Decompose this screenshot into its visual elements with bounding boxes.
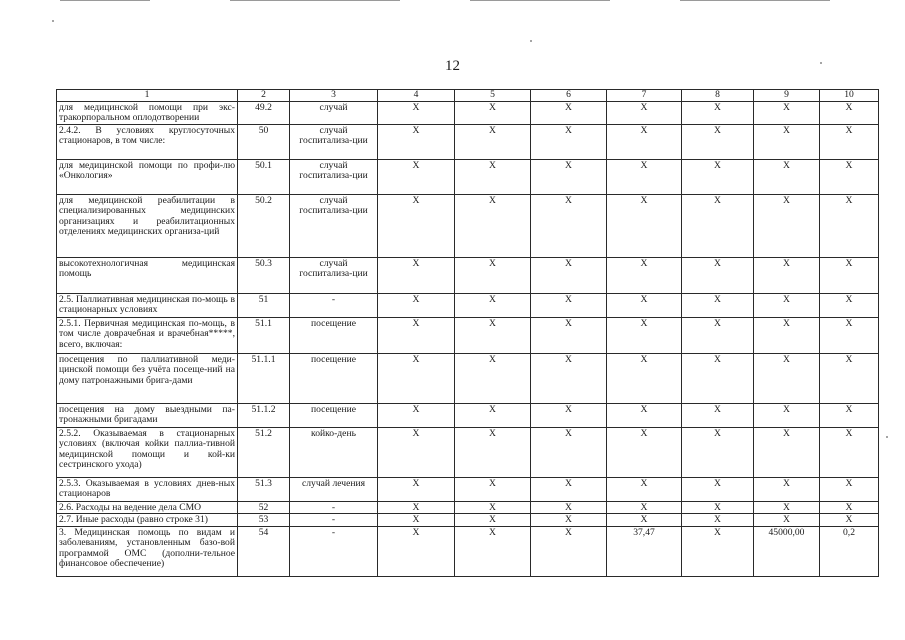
unit-cell: случай госпитализа-ции <box>290 159 378 194</box>
value-cell: X <box>682 514 754 527</box>
value-cell: X <box>607 403 682 427</box>
value-cell: X <box>455 317 531 353</box>
value-cell: X <box>378 526 455 576</box>
value-cell: X <box>754 194 820 257</box>
data-table <box>56 89 879 577</box>
table-row <box>57 101 879 124</box>
unit-cell: посещение <box>290 403 378 427</box>
value-cell: X <box>820 477 879 501</box>
value-cell: X <box>754 101 820 124</box>
value-cell: X <box>820 101 879 124</box>
row-name-cell: 2.5.3. Оказываемая в условиях днев-ных стационаров <box>57 477 238 501</box>
value-cell: X <box>754 427 820 477</box>
value-cell: 37,47 <box>607 526 682 576</box>
row-code-cell: 49.2 <box>238 101 290 124</box>
unit-cell: посещение <box>290 353 378 403</box>
row-name-cell: 2.6. Расходы на ведение дела СМО <box>57 501 238 514</box>
table-row <box>57 477 879 501</box>
value-cell: X <box>531 293 607 317</box>
value-cell: X <box>455 293 531 317</box>
value-cell: X <box>682 159 754 194</box>
row-code-cell: 53 <box>238 514 290 527</box>
value-cell: X <box>607 477 682 501</box>
value-cell: X <box>754 317 820 353</box>
value-cell: X <box>531 101 607 124</box>
unit-cell: случай госпитализа-ции <box>290 194 378 257</box>
value-cell: X <box>378 427 455 477</box>
value-cell: X <box>607 317 682 353</box>
value-cell: X <box>820 403 879 427</box>
value-cell: X <box>682 101 754 124</box>
value-cell: X <box>378 194 455 257</box>
column-number-cell: 3 <box>290 90 378 102</box>
table-row <box>57 526 879 576</box>
value-cell: X <box>754 403 820 427</box>
value-cell: X <box>455 353 531 403</box>
unit-cell: случай госпитализа-ции <box>290 257 378 293</box>
row-code-cell: 52 <box>238 501 290 514</box>
value-cell: X <box>820 501 879 514</box>
value-cell: X <box>820 317 879 353</box>
column-number-cell: 9 <box>754 90 820 102</box>
value-cell: X <box>607 293 682 317</box>
value-cell: X <box>531 403 607 427</box>
unit-cell: койко-день <box>290 427 378 477</box>
column-number-cell: 6 <box>531 90 607 102</box>
unit-cell: - <box>290 526 378 576</box>
row-code-cell: 51 <box>238 293 290 317</box>
value-cell: X <box>531 501 607 514</box>
row-name-cell: 2.5.1. Первичная медицинская по-мощь, в том числе доврачебная и врачебная*****, всего, включая: <box>57 317 238 353</box>
row-name-cell: для медицинской реабилитации в специализированных медицинских организациях и реабилитационных отделениях медицинских организа-ций <box>57 194 238 257</box>
row-code-cell: 51.1.1 <box>238 353 290 403</box>
value-cell: X <box>754 353 820 403</box>
value-cell: X <box>682 501 754 514</box>
value-cell: X <box>607 514 682 527</box>
column-number-cell: 5 <box>455 90 531 102</box>
row-name-cell: высокотехнологичная медицинская помощь <box>57 257 238 293</box>
value-cell: X <box>378 101 455 124</box>
value-cell: X <box>531 353 607 403</box>
value-cell: X <box>754 514 820 527</box>
column-number-cell: 1 <box>57 90 238 102</box>
value-cell: X <box>455 477 531 501</box>
value-cell: X <box>607 501 682 514</box>
value-cell: X <box>607 194 682 257</box>
value-cell: X <box>455 514 531 527</box>
value-cell: X <box>531 477 607 501</box>
value-cell: X <box>378 514 455 527</box>
value-cell: X <box>531 257 607 293</box>
value-cell: X <box>607 159 682 194</box>
column-number-cell: 4 <box>378 90 455 102</box>
row-name-cell: 2.5.2. Оказываемая в стационарных условиях (включая койки паллиа-тивной медицинской помощи и кой-ки сестринского ухода) <box>57 427 238 477</box>
value-cell: X <box>378 501 455 514</box>
unit-cell: - <box>290 501 378 514</box>
row-name-cell: 2.4.2. В условиях круглосуточных стационаров, в том числе: <box>57 124 238 159</box>
column-number-row <box>57 90 879 102</box>
value-cell: X <box>754 293 820 317</box>
unit-cell: случай лечения <box>290 477 378 501</box>
value-cell: X <box>682 317 754 353</box>
value-cell: X <box>378 477 455 501</box>
row-code-cell: 50.1 <box>238 159 290 194</box>
value-cell: X <box>820 427 879 477</box>
value-cell: X <box>455 501 531 514</box>
value-cell: X <box>820 257 879 293</box>
unit-cell: случай госпитализа-ции <box>290 124 378 159</box>
row-code-cell: 54 <box>238 526 290 576</box>
value-cell: X <box>682 403 754 427</box>
value-cell: X <box>820 124 879 159</box>
value-cell: X <box>455 159 531 194</box>
table-row <box>57 194 879 257</box>
row-code-cell: 51.3 <box>238 477 290 501</box>
value-cell: X <box>378 124 455 159</box>
value-cell: X <box>754 477 820 501</box>
value-cell: X <box>607 353 682 403</box>
value-cell: X <box>754 501 820 514</box>
value-cell: X <box>455 427 531 477</box>
value-cell: X <box>607 124 682 159</box>
value-cell: X <box>754 257 820 293</box>
column-number-cell: 7 <box>607 90 682 102</box>
unit-cell: - <box>290 293 378 317</box>
value-cell: X <box>682 257 754 293</box>
table-row <box>57 403 879 427</box>
value-cell: X <box>820 293 879 317</box>
value-cell: X <box>455 101 531 124</box>
value-cell: X <box>820 353 879 403</box>
row-name-cell: 3. Медицинская помощь по видам и заболеваниям, установленным базо-вой программой ОМС (дополни-тельное финансовое обеспечение) <box>57 526 238 576</box>
row-code-cell: 51.1.2 <box>238 403 290 427</box>
value-cell: X <box>378 257 455 293</box>
row-name-cell: для медицинской помощи по профи-лю «Онкология» <box>57 159 238 194</box>
row-name-cell: 2.7. Иные расходы (равно строке 31) <box>57 514 238 527</box>
row-name-cell: 2.5. Паллиативная медицинская по-мощь в стационарных условиях <box>57 293 238 317</box>
row-code-cell: 51.2 <box>238 427 290 477</box>
value-cell: X <box>531 514 607 527</box>
row-code-cell: 50.2 <box>238 194 290 257</box>
table-row <box>57 159 879 194</box>
row-code-cell: 50 <box>238 124 290 159</box>
row-name-cell: для медицинской помощи при экс-тракорпоральном оплодотворении <box>57 101 238 124</box>
value-cell: X <box>607 257 682 293</box>
value-cell: X <box>455 403 531 427</box>
value-cell: X <box>682 477 754 501</box>
value-cell: X <box>531 317 607 353</box>
table-row <box>57 427 879 477</box>
row-code-cell: 51.1 <box>238 317 290 353</box>
value-cell: X <box>682 353 754 403</box>
value-cell: X <box>378 159 455 194</box>
table-row <box>57 257 879 293</box>
value-cell: X <box>455 257 531 293</box>
column-number-cell: 10 <box>820 90 879 102</box>
row-name-cell: посещения по паллиативной меди-цинской помощи без учёта посеще-ний на дому патронажными брига-дами <box>57 353 238 403</box>
value-cell: X <box>682 526 754 576</box>
value-cell: X <box>531 526 607 576</box>
value-cell: X <box>455 526 531 576</box>
unit-cell: - <box>290 514 378 527</box>
value-cell: X <box>820 159 879 194</box>
value-cell: X <box>820 194 879 257</box>
value-cell: X <box>682 427 754 477</box>
table-row <box>57 514 879 527</box>
value-cell: X <box>531 159 607 194</box>
value-cell: X <box>607 427 682 477</box>
column-number-cell: 8 <box>682 90 754 102</box>
value-cell: X <box>455 124 531 159</box>
value-cell: X <box>378 317 455 353</box>
value-cell: X <box>607 101 682 124</box>
value-cell: X <box>378 403 455 427</box>
table-row <box>57 293 879 317</box>
column-number-cell: 2 <box>238 90 290 102</box>
value-cell: 45000,00 <box>754 526 820 576</box>
value-cell: X <box>455 194 531 257</box>
table-row <box>57 353 879 403</box>
value-cell: X <box>820 514 879 527</box>
value-cell: X <box>378 353 455 403</box>
value-cell: X <box>682 194 754 257</box>
row-name-cell: посещения на дому выездными па-тронажными бригадами <box>57 403 238 427</box>
value-cell: X <box>754 124 820 159</box>
value-cell: X <box>378 293 455 317</box>
value-cell: X <box>682 293 754 317</box>
row-code-cell: 50.3 <box>238 257 290 293</box>
unit-cell: случай <box>290 101 378 124</box>
value-cell: X <box>531 427 607 477</box>
unit-cell: посещение <box>290 317 378 353</box>
table-row <box>57 501 879 514</box>
value-cell: X <box>754 159 820 194</box>
value-cell: X <box>531 124 607 159</box>
page-number: 12 <box>445 58 460 74</box>
table-row <box>57 124 879 159</box>
value-cell: 0,2 <box>820 526 879 576</box>
table-row <box>57 317 879 353</box>
value-cell: X <box>531 194 607 257</box>
value-cell: X <box>682 124 754 159</box>
